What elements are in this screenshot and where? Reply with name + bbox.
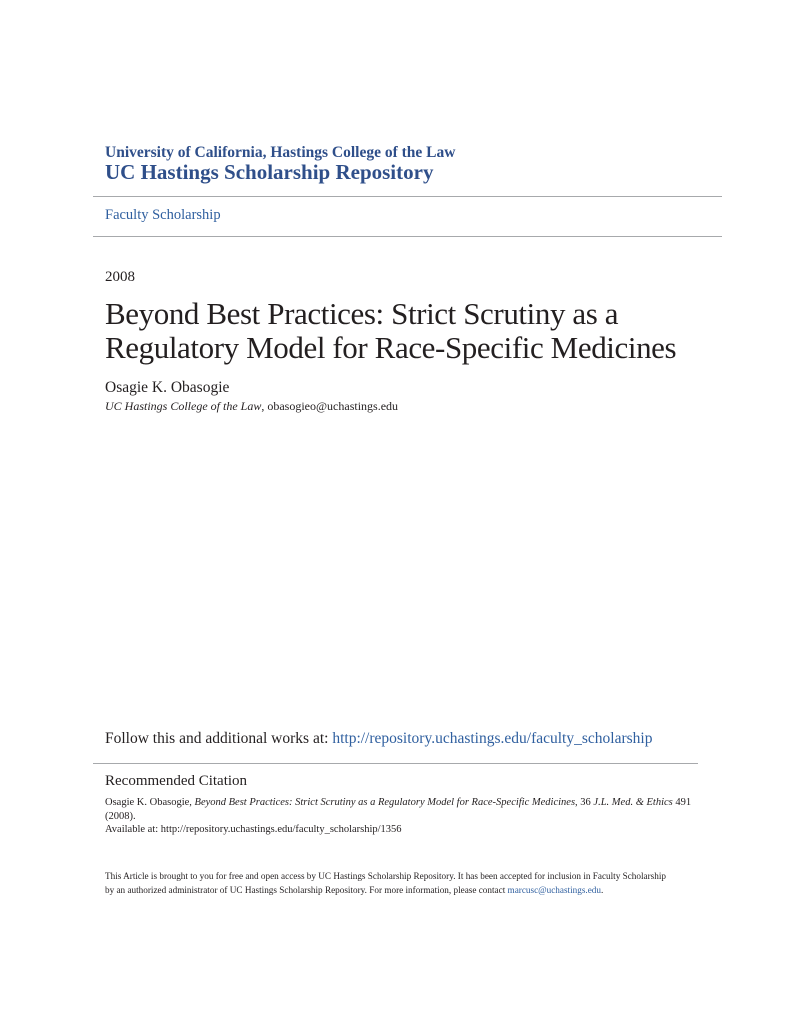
header-divider-bottom: [93, 236, 722, 237]
article-title: [105, 297, 705, 365]
affiliation-institution: UC Hastings College of the Law: [105, 399, 262, 413]
institution-name: University of California, Hastings College of the Law: [105, 144, 456, 161]
repository-name[interactable]: UC Hastings Scholarship Repository: [105, 160, 434, 184]
footer-line-1: This Article is brought to you for free and open access by UC Hastings Scholarship Repository. It has been accepted for inclusion in Faculty Scholarship: [105, 871, 666, 881]
contact-email-link[interactable]: marcusc@uchastings.edu: [507, 885, 601, 895]
footer-line-2-suffix: .: [600, 885, 604, 895]
citation-volume: , 36: [575, 797, 594, 808]
follow-prefix: Follow this and additional works at:: [105, 730, 333, 747]
footer-line-2-prefix: by an authorized administrator of UC Hastings Scholarship Repository. For more information, please contact: [105, 885, 508, 895]
header-divider-top: [93, 196, 722, 197]
citation-divider: [93, 763, 698, 764]
article-title-line-2: Regulatory Model for Race-Specific Medicines: [105, 330, 677, 365]
publication-year: 2008: [105, 269, 135, 285]
author-affiliation: [105, 399, 398, 414]
footer-notice: [105, 869, 705, 897]
citation-journal: J.L. Med. & Ethics: [593, 797, 673, 808]
affiliation-email: , obasogieo@uchastings.edu: [261, 399, 399, 413]
citation-year: (2008).: [105, 810, 136, 822]
follow-line: [105, 730, 652, 748]
article-title-line-1: Beyond Best Practices: Strict Scrutiny as a: [105, 296, 619, 331]
citation-author: Osagie K. Obasogie,: [105, 797, 195, 808]
citation-text: [105, 796, 695, 837]
author-name: Osagie K. Obasogie: [105, 379, 230, 396]
citation-available: Available at: http://repository.uchastings.edu/faculty_scholarship/1356: [105, 824, 402, 835]
collection-link[interactable]: Faculty Scholarship: [105, 207, 221, 223]
footer-line-2: [105, 883, 705, 897]
citation-title: Beyond Best Practices: Strict Scrutiny as a Regulatory Model for Race-Specific Medicines: [194, 797, 576, 808]
recommended-citation-heading: Recommended Citation: [105, 773, 248, 789]
citation-pages: 491: [672, 797, 692, 808]
follow-link[interactable]: http://repository.uchastings.edu/faculty_scholarship: [332, 730, 653, 747]
